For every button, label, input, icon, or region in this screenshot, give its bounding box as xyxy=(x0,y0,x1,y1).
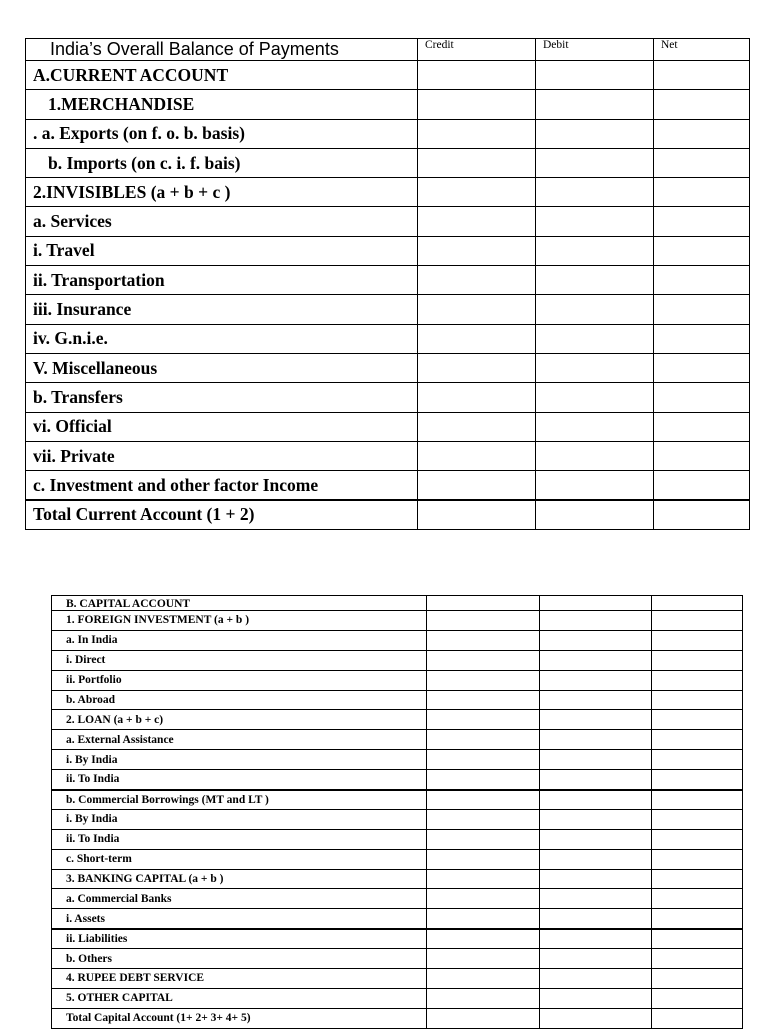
credit-cell[interactable] xyxy=(418,441,536,470)
credit-cell[interactable] xyxy=(418,500,536,529)
current-account-table xyxy=(25,38,750,530)
net-cell[interactable] xyxy=(652,650,743,670)
credit-cell[interactable] xyxy=(427,829,540,849)
table-row xyxy=(26,324,750,353)
credit-cell[interactable] xyxy=(427,909,540,929)
debit-cell[interactable] xyxy=(540,670,652,690)
row-label: 1.MERCHANDISE xyxy=(26,90,418,119)
table-row xyxy=(26,90,750,119)
row-label: b. Imports (on c. i. f. bais) xyxy=(26,148,418,177)
table-row xyxy=(52,611,743,631)
table-row xyxy=(52,710,743,730)
column-header-debit: Debit xyxy=(536,39,654,61)
row-label: ii. Portfolio xyxy=(52,670,427,690)
net-cell[interactable] xyxy=(654,61,750,90)
net-cell[interactable] xyxy=(652,596,743,611)
table-row xyxy=(26,500,750,529)
debit-cell[interactable] xyxy=(540,809,652,829)
credit-cell[interactable] xyxy=(427,710,540,730)
credit-cell[interactable] xyxy=(427,690,540,710)
row-label: 3. BANKING CAPITAL (a + b ) xyxy=(52,869,427,889)
row-label: iii. Insurance xyxy=(26,295,418,324)
table-row xyxy=(52,929,743,949)
debit-cell[interactable] xyxy=(540,889,652,909)
credit-cell[interactable] xyxy=(418,207,536,236)
table-row xyxy=(52,889,743,909)
debit-cell[interactable] xyxy=(540,770,652,790)
row-label: 5. OTHER CAPITAL xyxy=(52,988,427,1008)
debit-cell[interactable] xyxy=(536,412,654,441)
table-row xyxy=(52,770,743,790)
row-label: i. By India xyxy=(52,809,427,829)
row-label: c. Short-term xyxy=(52,849,427,869)
credit-cell[interactable] xyxy=(418,90,536,119)
debit-cell[interactable] xyxy=(536,266,654,295)
debit-cell[interactable] xyxy=(540,849,652,869)
row-label: 2.INVISIBLES (a + b + c ) xyxy=(26,178,418,207)
table-row xyxy=(52,909,743,929)
table-title: India’s Overall Balance of Payments xyxy=(26,39,418,61)
table-row xyxy=(52,809,743,829)
net-cell[interactable] xyxy=(654,353,750,382)
table-row xyxy=(52,1008,743,1028)
credit-cell[interactable] xyxy=(427,730,540,750)
debit-cell[interactable] xyxy=(536,207,654,236)
table-row xyxy=(52,596,743,611)
net-cell[interactable] xyxy=(652,849,743,869)
net-cell[interactable] xyxy=(654,324,750,353)
net-cell[interactable] xyxy=(652,949,743,969)
net-cell[interactable] xyxy=(654,236,750,265)
net-cell[interactable] xyxy=(654,178,750,207)
credit-cell[interactable] xyxy=(418,119,536,148)
credit-cell[interactable] xyxy=(427,988,540,1008)
credit-cell[interactable] xyxy=(427,949,540,969)
table-row xyxy=(26,266,750,295)
debit-cell[interactable] xyxy=(536,119,654,148)
credit-cell[interactable] xyxy=(427,849,540,869)
net-cell[interactable] xyxy=(652,710,743,730)
debit-cell[interactable] xyxy=(540,611,652,631)
debit-cell[interactable] xyxy=(536,61,654,90)
row-label: ii. To India xyxy=(52,829,427,849)
row-label: a. Services xyxy=(26,207,418,236)
debit-cell[interactable] xyxy=(536,295,654,324)
row-label: a. External Assistance xyxy=(52,730,427,750)
debit-cell[interactable] xyxy=(540,1008,652,1028)
credit-cell[interactable] xyxy=(418,324,536,353)
debit-cell[interactable] xyxy=(536,236,654,265)
net-cell[interactable] xyxy=(652,869,743,889)
net-cell[interactable] xyxy=(652,611,743,631)
net-cell[interactable] xyxy=(654,471,750,500)
net-cell[interactable] xyxy=(652,630,743,650)
net-cell[interactable] xyxy=(654,90,750,119)
table-row xyxy=(26,61,750,90)
credit-cell[interactable] xyxy=(427,869,540,889)
debit-cell[interactable] xyxy=(540,988,652,1008)
debit-cell[interactable] xyxy=(540,650,652,670)
debit-cell[interactable] xyxy=(540,949,652,969)
row-label: ii. Transportation xyxy=(26,266,418,295)
net-cell[interactable] xyxy=(652,670,743,690)
credit-cell[interactable] xyxy=(427,630,540,650)
debit-cell[interactable] xyxy=(536,383,654,412)
debit-cell[interactable] xyxy=(540,710,652,730)
row-label: i. Assets xyxy=(52,909,427,929)
credit-cell[interactable] xyxy=(427,809,540,829)
debit-cell[interactable] xyxy=(536,148,654,177)
table-row xyxy=(52,670,743,690)
debit-cell[interactable] xyxy=(536,324,654,353)
table-row xyxy=(26,295,750,324)
net-cell[interactable] xyxy=(652,730,743,750)
credit-cell[interactable] xyxy=(418,353,536,382)
column-header-credit: Credit xyxy=(418,39,536,61)
net-cell[interactable] xyxy=(654,119,750,148)
credit-cell[interactable] xyxy=(427,929,540,949)
debit-cell[interactable] xyxy=(540,790,652,810)
row-label: b. Others xyxy=(52,949,427,969)
row-label: vii. Private xyxy=(26,441,418,470)
net-cell[interactable] xyxy=(652,690,743,710)
row-label: ii. Liabilities xyxy=(52,929,427,949)
row-label: c. Investment and other factor Income xyxy=(26,471,418,500)
table-row xyxy=(52,949,743,969)
debit-cell[interactable] xyxy=(540,596,652,611)
capital-account-table xyxy=(51,595,743,1029)
credit-cell[interactable] xyxy=(427,889,540,909)
net-cell[interactable] xyxy=(652,770,743,790)
debit-cell[interactable] xyxy=(536,441,654,470)
row-label: B. CAPITAL ACCOUNT xyxy=(52,596,427,611)
table-row xyxy=(26,412,750,441)
row-label: V. Miscellaneous xyxy=(26,353,418,382)
credit-cell[interactable] xyxy=(418,148,536,177)
table-row xyxy=(26,148,750,177)
credit-cell[interactable] xyxy=(427,790,540,810)
net-cell[interactable] xyxy=(654,207,750,236)
net-cell[interactable] xyxy=(652,889,743,909)
net-cell[interactable] xyxy=(654,441,750,470)
debit-cell[interactable] xyxy=(540,969,652,989)
row-label: a. Commercial Banks xyxy=(52,889,427,909)
debit-cell[interactable] xyxy=(540,909,652,929)
debit-cell[interactable] xyxy=(540,929,652,949)
debit-cell[interactable] xyxy=(536,500,654,529)
credit-cell[interactable] xyxy=(427,596,540,611)
row-label: . a. Exports (on f. o. b. basis) xyxy=(26,119,418,148)
credit-cell[interactable] xyxy=(418,412,536,441)
table-row xyxy=(26,471,750,500)
net-cell[interactable] xyxy=(652,750,743,770)
net-cell[interactable] xyxy=(652,790,743,810)
credit-cell[interactable] xyxy=(427,670,540,690)
debit-cell[interactable] xyxy=(536,471,654,500)
table-row xyxy=(26,441,750,470)
net-cell[interactable] xyxy=(652,829,743,849)
table-row xyxy=(26,236,750,265)
row-label: b. Abroad xyxy=(52,690,427,710)
table-row xyxy=(52,650,743,670)
debit-cell[interactable] xyxy=(540,829,652,849)
table-row xyxy=(52,849,743,869)
table-row xyxy=(52,630,743,650)
table-row xyxy=(52,869,743,889)
row-label: i. Travel xyxy=(26,236,418,265)
credit-cell[interactable] xyxy=(418,266,536,295)
row-label: iv. G.n.i.e. xyxy=(26,324,418,353)
net-cell[interactable] xyxy=(652,969,743,989)
table-row xyxy=(52,988,743,1008)
net-cell[interactable] xyxy=(654,412,750,441)
credit-cell[interactable] xyxy=(427,750,540,770)
row-label: 2. LOAN (a + b + c) xyxy=(52,710,427,730)
credit-cell[interactable] xyxy=(418,471,536,500)
credit-cell[interactable] xyxy=(427,611,540,631)
row-label: i. By India xyxy=(52,750,427,770)
table-row xyxy=(52,690,743,710)
debit-cell[interactable] xyxy=(536,353,654,382)
net-cell[interactable] xyxy=(652,909,743,929)
credit-cell[interactable] xyxy=(418,61,536,90)
net-cell[interactable] xyxy=(652,929,743,949)
row-label: 4. RUPEE DEBT SERVICE xyxy=(52,969,427,989)
net-cell[interactable] xyxy=(652,809,743,829)
row-label: i. Direct xyxy=(52,650,427,670)
table-row xyxy=(52,750,743,770)
column-header-net: Net xyxy=(654,39,750,61)
row-label: 1. FOREIGN INVESTMENT (a + b ) xyxy=(52,611,427,631)
table-row xyxy=(26,383,750,412)
table-row xyxy=(52,969,743,989)
net-cell[interactable] xyxy=(654,148,750,177)
table-row xyxy=(52,829,743,849)
credit-cell[interactable] xyxy=(418,383,536,412)
debit-cell[interactable] xyxy=(540,869,652,889)
debit-cell[interactable] xyxy=(540,690,652,710)
credit-cell[interactable] xyxy=(418,236,536,265)
row-label: Total Capital Account (1+ 2+ 3+ 4+ 5) xyxy=(52,1008,427,1028)
row-label: a. In India xyxy=(52,630,427,650)
table-row xyxy=(26,207,750,236)
row-label: ii. To India xyxy=(52,770,427,790)
row-label: b. Commercial Borrowings (MT and LT ) xyxy=(52,790,427,810)
debit-cell[interactable] xyxy=(540,730,652,750)
table-row xyxy=(26,178,750,207)
table-row xyxy=(52,790,743,810)
table-row xyxy=(26,119,750,148)
debit-cell[interactable] xyxy=(540,630,652,650)
net-cell[interactable] xyxy=(654,266,750,295)
net-cell[interactable] xyxy=(652,988,743,1008)
debit-cell[interactable] xyxy=(536,90,654,119)
credit-cell[interactable] xyxy=(427,969,540,989)
net-cell[interactable] xyxy=(654,295,750,324)
row-label: b. Transfers xyxy=(26,383,418,412)
debit-cell[interactable] xyxy=(540,750,652,770)
net-cell[interactable] xyxy=(652,1008,743,1028)
credit-cell[interactable] xyxy=(427,1008,540,1028)
header-row xyxy=(26,39,750,61)
credit-cell[interactable] xyxy=(418,295,536,324)
row-label: A.CURRENT ACCOUNT xyxy=(26,61,418,90)
row-label: Total Current Account (1 + 2) xyxy=(26,500,418,529)
credit-cell[interactable] xyxy=(427,650,540,670)
debit-cell[interactable] xyxy=(536,178,654,207)
net-cell[interactable] xyxy=(654,383,750,412)
net-cell[interactable] xyxy=(654,500,750,529)
credit-cell[interactable] xyxy=(418,178,536,207)
row-label: vi. Official xyxy=(26,412,418,441)
credit-cell[interactable] xyxy=(427,770,540,790)
table-row xyxy=(52,730,743,750)
table-row xyxy=(26,353,750,382)
